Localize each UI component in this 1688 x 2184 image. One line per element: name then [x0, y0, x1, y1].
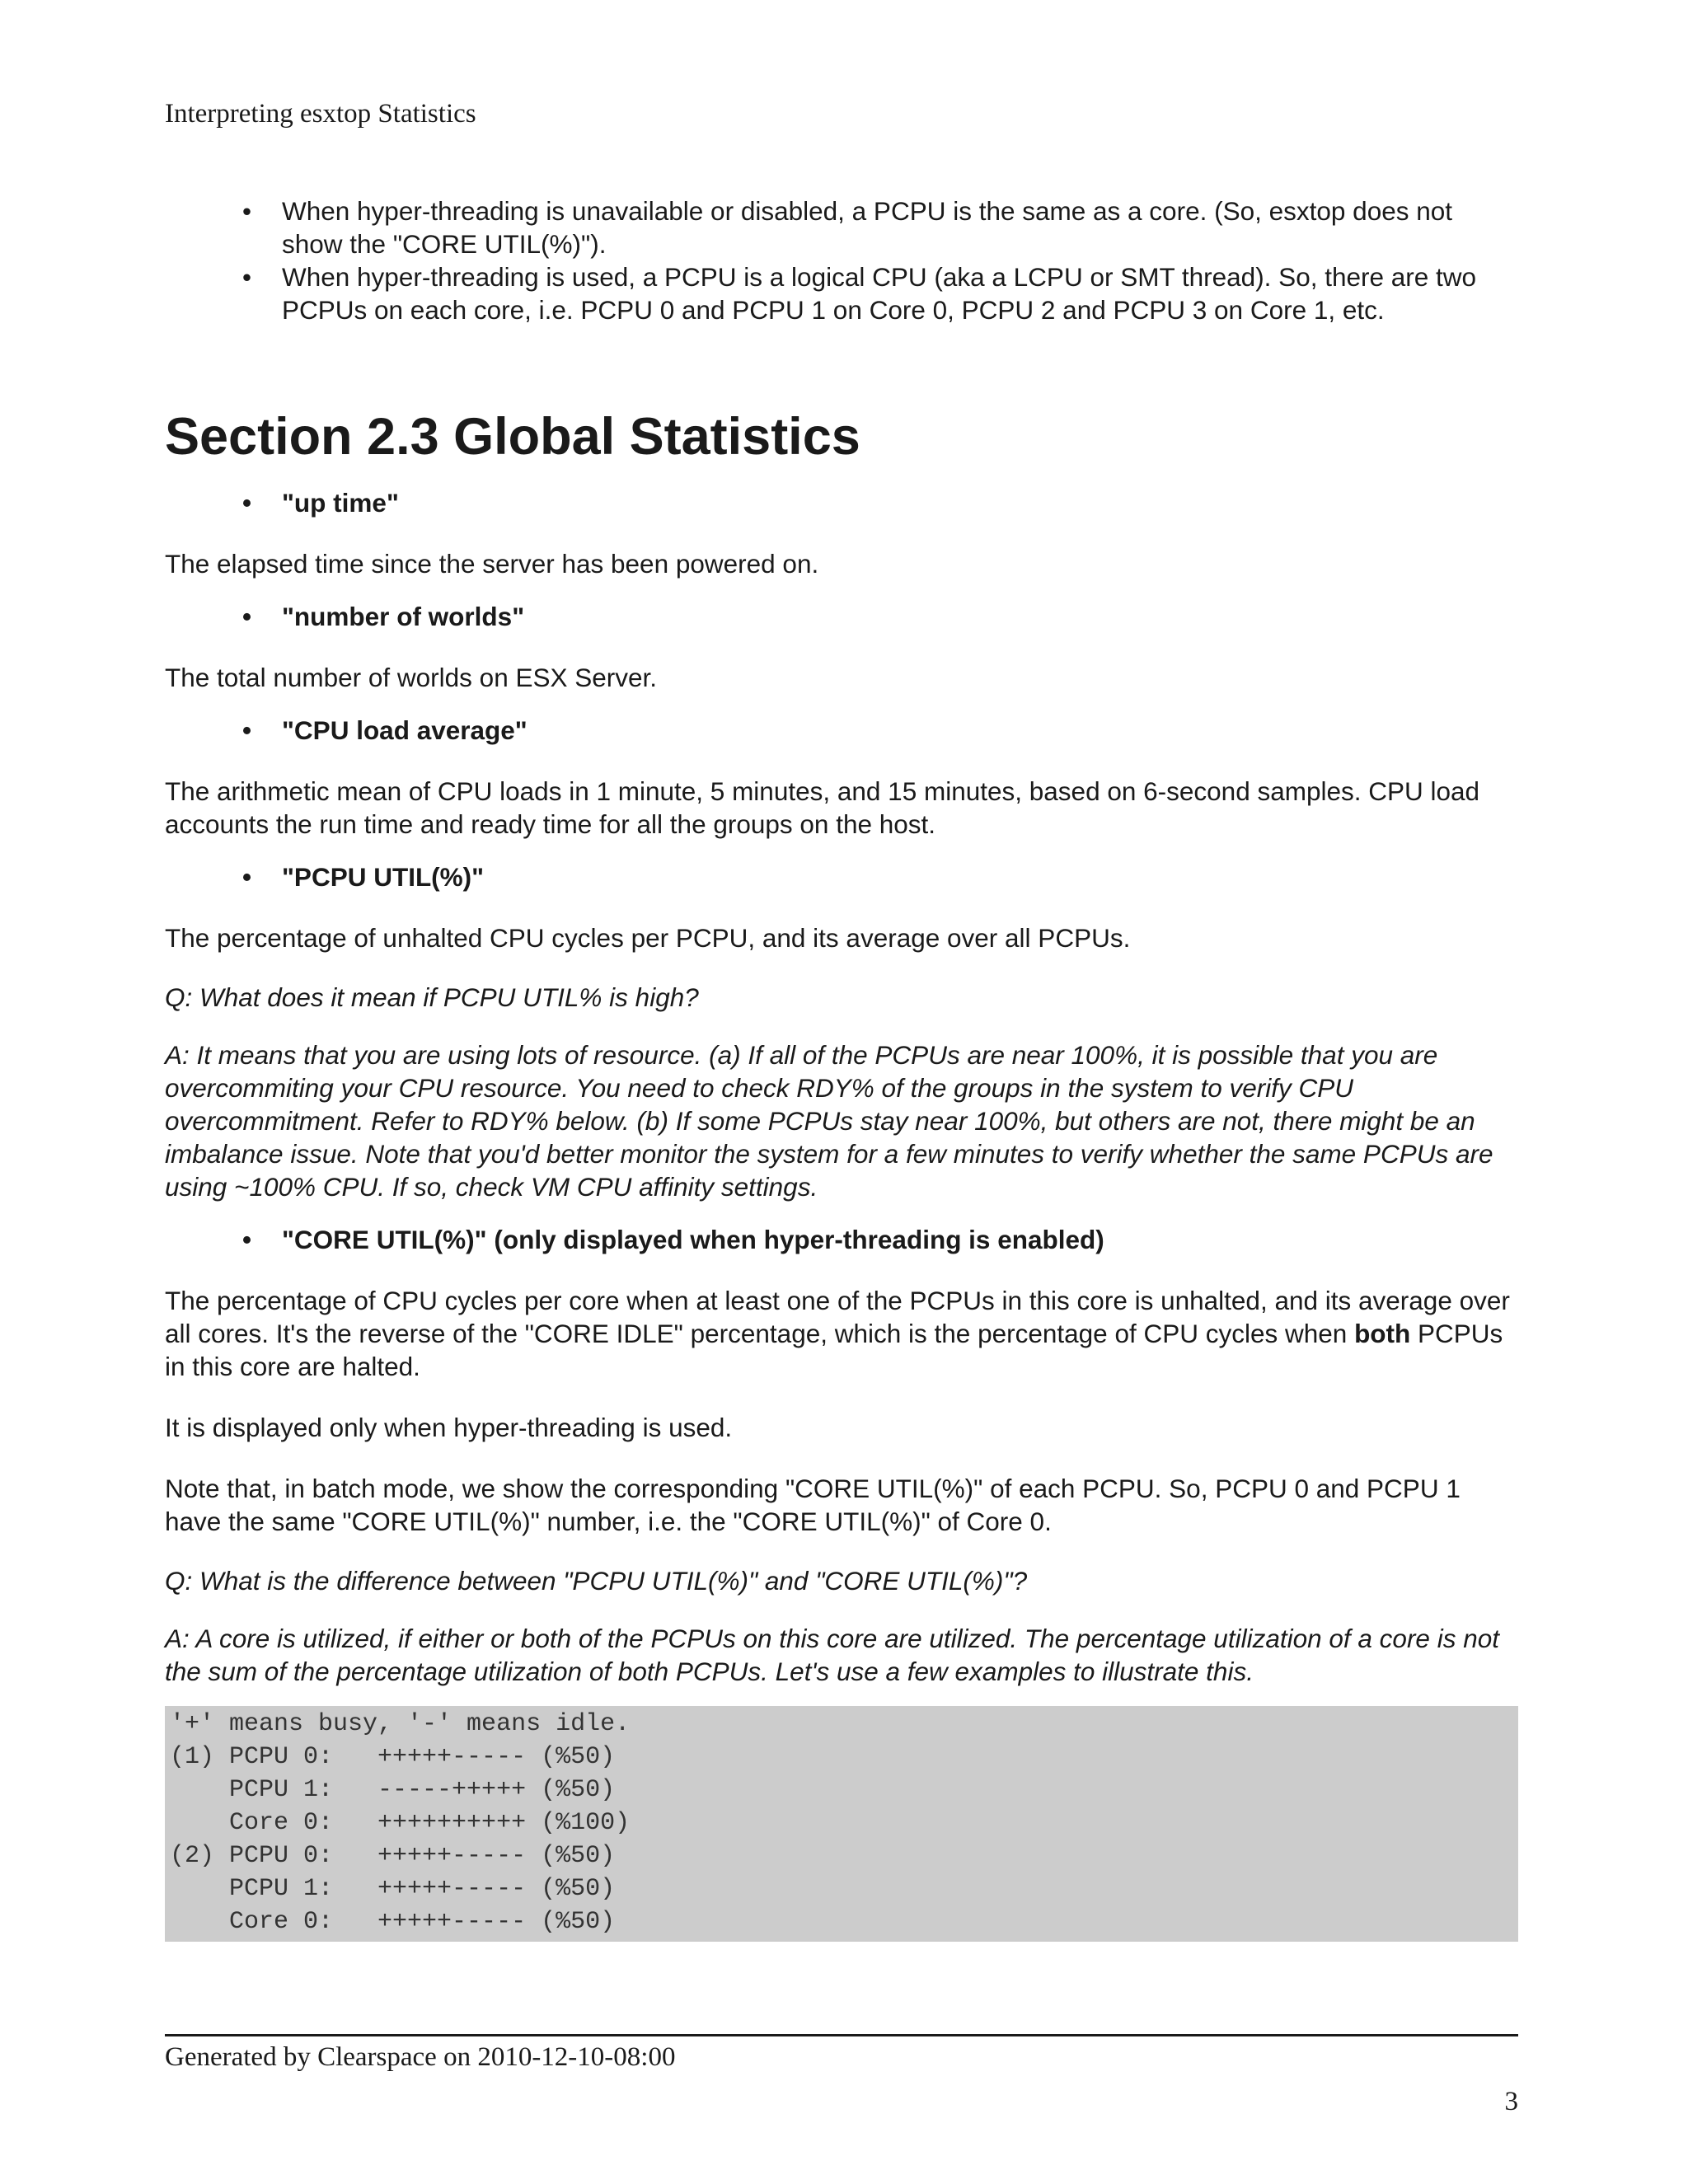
term-label: "CORE UTIL(%)" (only displayed when hyper-threading is enabled)	[282, 1225, 1104, 1254]
bullet-icon: •	[242, 1225, 252, 1254]
term-core-util	[242, 1223, 1518, 1256]
page-header: Interpreting esxtop Statistics	[165, 99, 476, 129]
bullet-icon: •	[242, 862, 252, 892]
bullet-icon: •	[242, 262, 252, 292]
core-util-description-bold: both	[1354, 1319, 1411, 1348]
section-title: Section 2.3 Global Statistics	[165, 408, 860, 466]
core-util-question: Q: What is the difference between "PCPU UTIL(%)" and "CORE UTIL(%)"?	[165, 1566, 1028, 1596]
intro-bullet-text: When hyper-threading is unavailable or disabled, a PCPU is the same as a core. (So, esxtop does not show the "CORE UTIL(%)").	[282, 196, 1453, 259]
term-label: "up time"	[282, 488, 399, 518]
core-util-note-displayed: It is displayed only when hyper-threading is used.	[165, 1413, 733, 1442]
term-number-of-worlds	[242, 600, 1518, 633]
core-util-description-part1: The percentage of CPU cycles per core when at least one of the PCPUs in this core is unhalted, and its average over all cores. It's the reverse of the "CORE IDLE" percentage, which is the percentage of CPU cycles when	[165, 1286, 1510, 1348]
bullet-icon: •	[242, 602, 252, 631]
bullet-icon: •	[242, 715, 252, 745]
core-util-answer: A: A core is utilized, if either or both of the PCPUs on this core are utilized. The percentage utilization of a core is not the sum of the percentage utilization of both PCPUs. Let's use a few examples to illustrate this.	[165, 1624, 1499, 1686]
term-cpu-load-average	[242, 714, 1518, 747]
bullet-icon: •	[242, 196, 252, 226]
term-pcpu-util	[242, 860, 1518, 893]
pcpu-util-description: The percentage of unhalted CPU cycles per PCPU, and its average over all PCPUs.	[165, 923, 1131, 953]
worlds-description: The total number of worlds on ESX Server.	[165, 663, 658, 692]
cpu-load-description: The arithmetic mean of CPU loads in 1 minute, 5 minutes, and 15 minutes, based on 6-second samples. CPU load accounts the run time and ready time for all the groups on the host.	[165, 776, 1480, 839]
core-util-description	[165, 1284, 1518, 1383]
page-number: 3	[1504, 2087, 1518, 2116]
term-label: "number of worlds"	[282, 602, 525, 631]
intro-bullet-item	[242, 194, 1518, 260]
core-util-description-part2: PCPUs in this core are halted.	[165, 1319, 1503, 1381]
pcpu-util-answer: A: It means that you are using lots of resource. (a) If all of the PCPUs are near 100%, it is possible that you are overcommiting your CPU resource. You need to check RDY% of the groups in the system to verify CPU overcommitment. Refer to RDY% below. (b) If some PCPUs stay near 100%, but others are not, there might be an imbalance issue. Note that you'd better monitor the system for a few minutes to verify whether the same PCPUs are using ~100% CPU. If so, check VM CPU affinity settings.	[165, 1040, 1493, 1202]
term-label: "CPU load average"	[282, 715, 528, 745]
footer-generated-text: Generated by Clearspace on 2010-12-10-08:00	[165, 2042, 676, 2072]
code-example-block: '+' means busy, '-' means idle. (1) PCPU 0: +++++----- (%50) PCPU 1: -----+++++ (%50) Core 0: ++++++++++ (%100) (2) PCPU 0: +++++----- (%50) PCPU 1: +++++----- (%50) Core 0: +++++----- (%50)	[165, 1706, 1518, 1942]
intro-bullet-text: When hyper-threading is used, a PCPU is a logical CPU (aka a LCPU or SMT thread). So, there are two PCPUs on each core, i.e. PCPU 0 and PCPU 1 on Core 0, PCPU 2 and PCPU 3 on Core 1, etc.	[282, 262, 1477, 325]
pcpu-util-question: Q: What does it mean if PCPU UTIL% is high?	[165, 982, 699, 1012]
document-body	[165, 194, 1518, 1942]
term-up-time	[242, 486, 1518, 519]
up-time-description: The elapsed time since the server has been powered on.	[165, 549, 819, 579]
intro-bullet-item	[242, 260, 1518, 326]
term-label: "PCPU UTIL(%)"	[282, 862, 485, 892]
bullet-icon: •	[242, 488, 252, 518]
footer-divider	[165, 2034, 1518, 2036]
core-util-note-batch: Note that, in batch mode, we show the corresponding "CORE UTIL(%)" of each PCPU. So, PCPU 0 and PCPU 1 have the same "CORE UTIL(%)" number, i.e. the "CORE UTIL(%)" of Core 0.	[165, 1474, 1461, 1536]
intro-bullet-list	[165, 194, 1518, 326]
